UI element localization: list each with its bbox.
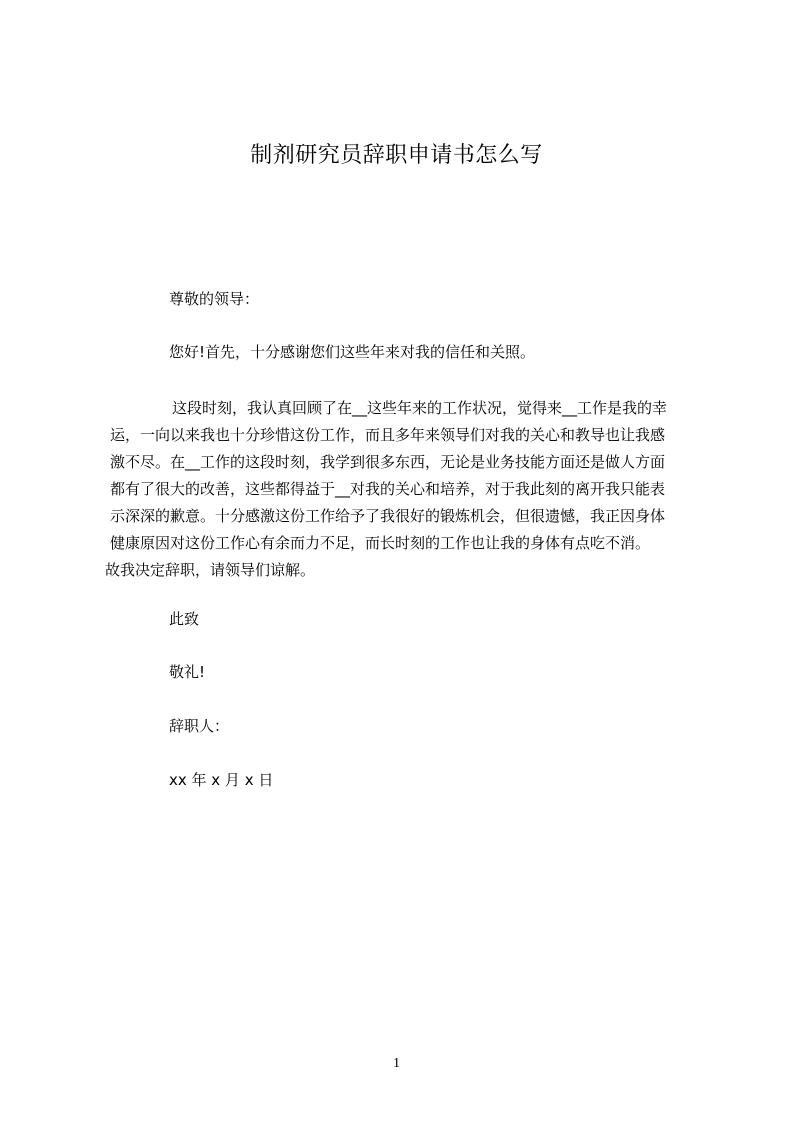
closing-salute: 敬礼!	[169, 663, 206, 681]
greeting-paragraph: 您好!首先，十分感谢您们这些年来对我的信任和关照。	[169, 343, 536, 361]
body-line: 激不尽。在__工作的这段时刻，我学到很多东西，无论是业务技能方面还是做人方面	[110, 453, 666, 471]
body-line: 运，一向以来我也十分珍惜这份工作，而且多年来领导们对我的关心和教导也让我感	[110, 426, 666, 444]
date-line: xx 年 x 月 x 日	[169, 771, 274, 789]
salutation: 尊敬的领导：	[169, 290, 260, 308]
body-line: 都有了很大的改善，这些都得益于__对我的关心和培养，对于我此刻的离开我只能表	[110, 480, 666, 498]
body-line: 示深深的歉意。十分感激这份工作给予了我很好的锻炼机会，但很遗憾，我正因身体	[110, 507, 666, 525]
body-line: 这段时刻，我认真回顾了在__这些年来的工作状况，觉得来__工作是我的幸	[172, 399, 668, 417]
page-number: 1	[393, 1056, 400, 1071]
signature-line: 辞职人：	[169, 717, 230, 735]
body-line: 健康原因对这份工作心有余而力不足，而长时刻的工作也让我的身体有点吃不消。	[110, 534, 651, 552]
document-title: 制剂研究员辞职申请书怎么写	[250, 143, 543, 168]
closing-phrase: 此致	[169, 610, 200, 628]
body-line: 故我决定辞职，请领导们谅解。	[105, 561, 316, 579]
